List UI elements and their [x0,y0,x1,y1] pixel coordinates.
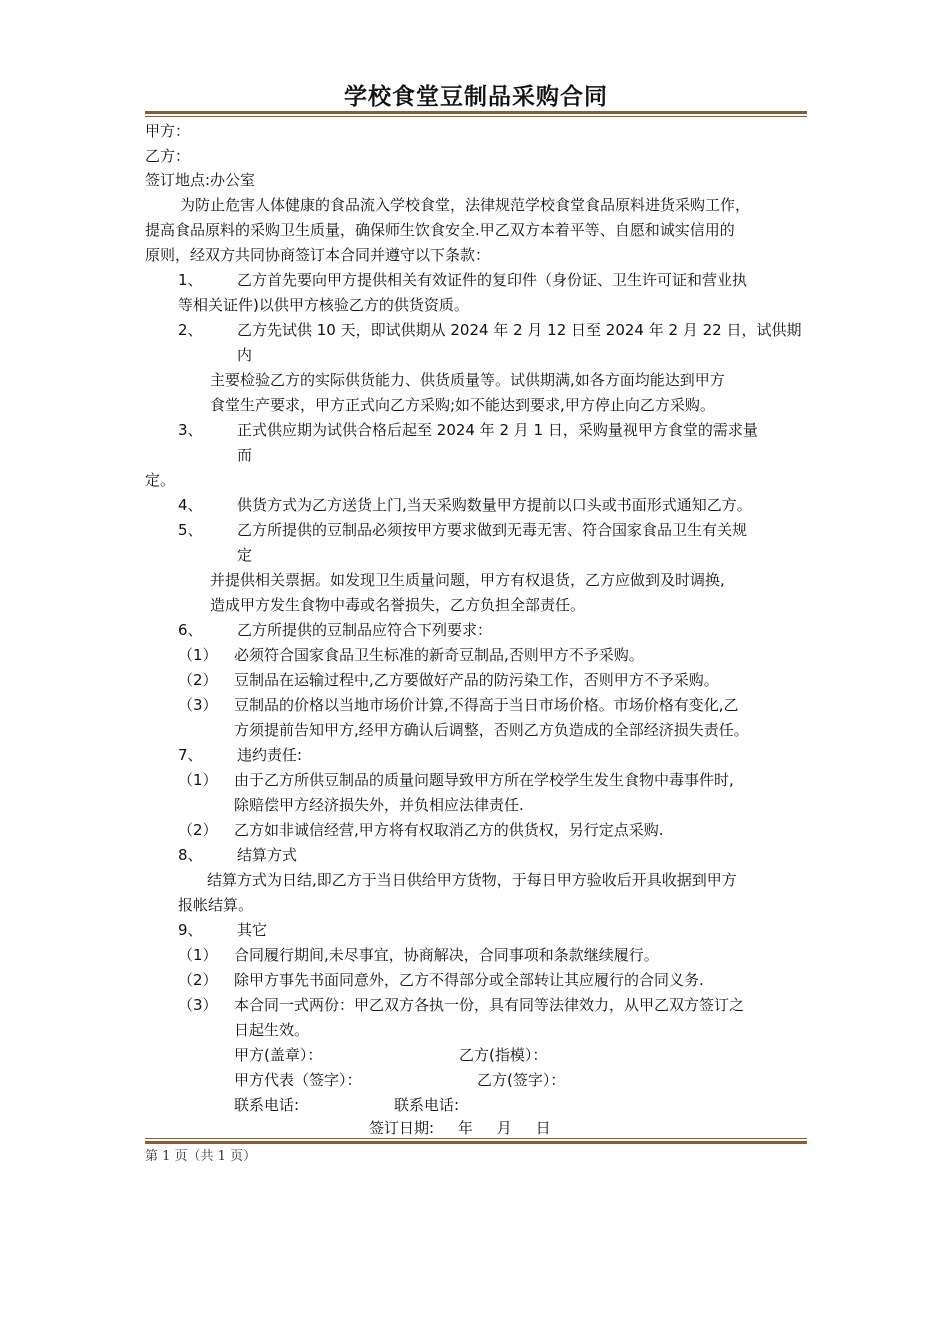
signing-date-label: 签订日期: 年 月 日 [369,1119,551,1137]
subclause-number: （3） [178,696,218,714]
title-divider-thin [145,116,807,117]
subclause-number: （1） [178,946,218,964]
clause-line: 造成甲方发生食物中毒或名誉损失，乙方负担全部责任。 [210,596,586,614]
clause-number: 2、 [178,321,203,339]
clause-number: 1、 [178,271,203,289]
clause-line: 乙方先试供 10 天，即试供期从 2024 年 2 月 12 日至 2024 年 2 月 22 日，试供期 [237,321,802,339]
intro-line: 为防止危害人体健康的食品流入学校食堂，法律规范学校食堂食品原料进货采购工作， [180,196,751,214]
subclause-line: 豆制品在运输过程中,乙方要做好产品的防污染工作，否则甲方不予采购。 [234,671,719,689]
intro-line: 提高食品原料的采购卫生质量，确保师生饮食安全.甲乙双方本着平等、自愿和诚实信用的 [145,221,735,239]
subclause-number: （3） [178,996,218,1014]
subclause-line: 除赔偿甲方经济损失外，并负相应法律责任. [234,796,524,814]
subclause-number: （2） [178,671,218,689]
clause-number: 5、 [178,521,203,539]
clause-line: 结算方式为日结,即乙方于当日供给甲方货物，于每日甲方验收后开具收据到甲方 [207,871,737,889]
footer-divider [145,1141,807,1144]
clause-line: 乙方所提供的豆制品必须按甲方要求做到无毒无害、符合国家食品卫生有关规 [237,521,748,539]
clause-line: 正式供应期为试供合格后起至 2024 年 2 月 1 日，采购量视甲方食堂的需求量 [237,421,758,439]
clause-number: 7、 [178,746,203,764]
clause-line: 内 [237,346,253,364]
subclause-number: （2） [178,821,218,839]
clause-line: 其它 [237,921,268,939]
clause-line: 违约责任: [237,746,303,764]
subclause-number: （1） [178,646,218,664]
party-b-label: 乙方： [145,147,191,165]
subclause-line: 除甲方事先书面同意外，乙方不得部分或全部转让其应履行的合同义务. [234,971,704,989]
party-a-representative-label: 甲方代表（签字）： [234,1071,362,1089]
party-a-label: 甲方： [145,122,191,140]
clause-line: 定 [237,546,253,564]
page-number: 第 1 页（共 1 页） [145,1149,257,1164]
clause-line: 等相关证件)以供甲方核验乙方的供货资质。 [178,296,469,314]
subclause-line: 豆制品的价格以当地市场价计算,不得高于当日市场价格。市场价格有变化,乙 [234,696,739,714]
contract-title: 学校食堂豆制品采购合同 [344,84,608,110]
clause-number: 6、 [178,621,203,639]
clause-number: 9、 [178,921,203,939]
footer-divider-thin [145,1138,807,1139]
subclause-line: 本合同一式两份：甲乙双方各执一份，具有同等法律效力，从甲乙双方签订之 [234,996,745,1014]
clause-number: 8、 [178,846,203,864]
clause-line: 食堂生产要求，甲方正式向乙方采购;如不能达到要求,甲方停止向乙方采购。 [210,396,715,414]
signing-location: 签订地点:办公室 [145,171,256,189]
party-a-phone-label: 联系电话: [234,1096,300,1114]
clause-line: 乙方首先要向甲方提供相关有效证件的复印件（身份证、卫生许可证和营业执 [237,271,748,289]
party-a-seal-label: 甲方(盖章）： [234,1046,323,1064]
subclause-line: 合同履行期间,未尽事宜，协商解决，合同事项和条款继续履行。 [234,946,659,964]
clause-line: 主要检验乙方的实际供货能力、供货质量等。试供期满,如各方面均能达到甲方 [210,371,725,389]
clause-line: 乙方所提供的豆制品应符合下列要求： [237,621,493,639]
clause-line: 结算方式 [237,846,298,864]
party-b-fingerprint-label: 乙方(指模）： [459,1046,548,1064]
subclause-number: （1） [178,771,218,789]
clause-line: 并提供相关票据。如发现卫生质量问题，甲方有权退货，乙方应做到及时调换, [210,571,725,589]
subclause-line: 由于乙方所供豆制品的质量问题导致甲方所在学校学生发生食物中毒事件时, [234,771,734,789]
clause-number: 3、 [178,421,203,439]
party-b-phone-label: 联系电话: [394,1096,460,1114]
clause-line: 供货方式为乙方送货上门,当天采购数量甲方提前以口头或书面形式通知乙方。 [237,496,752,514]
subclause-line: 必须符合国家食品卫生标准的新奇豆制品,否则甲方不予采购。 [234,646,644,664]
subclause-line: 方须提前告知甲方,经甲方确认后调整，否则乙方负造成的全部经济损失责任。 [234,721,749,739]
clause-line: 定。 [145,471,176,489]
clause-line: 而 [237,446,253,464]
subclause-line: 乙方如非诚信经营,甲方将有权取消乙方的供货权，另行定点采购. [234,821,664,839]
title-divider [145,111,807,114]
clause-line: 报帐结算。 [178,896,254,914]
subclause-number: （2） [178,971,218,989]
subclause-line: 日起生效。 [234,1021,310,1039]
party-b-signature-label: 乙方(签字）： [477,1071,566,1089]
intro-line: 原则，经双方共同协商签订本合同并遵守以下条款： [145,246,491,264]
clause-number: 4、 [178,496,203,514]
